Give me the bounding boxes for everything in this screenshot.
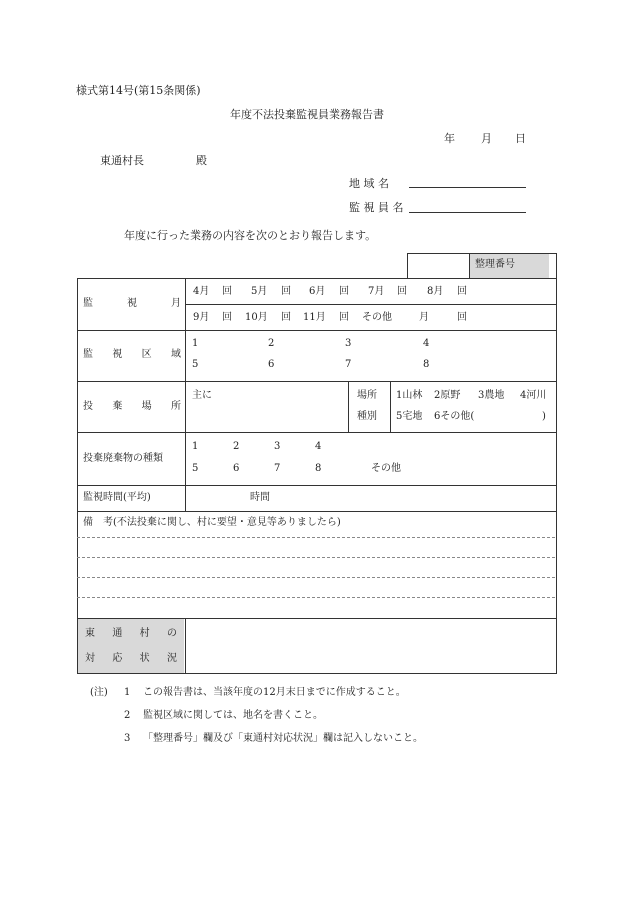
month-label: 監 視 月 (83, 298, 181, 309)
time-unit[interactable]: 時間 (250, 492, 270, 503)
remarks-label: 備 考(不法投棄に関し、村に要望・意見等ありましたら) (83, 517, 341, 528)
village-label-line2: 対 応 状 況 (85, 653, 177, 664)
addressee: 東通村長 (100, 154, 144, 167)
form-number: 様式第14号(第15条関係) (76, 84, 201, 97)
ref-number-label: 整理番号 (475, 259, 515, 270)
date-day[interactable]: 日 (515, 132, 526, 145)
time-label: 監視時間(平均) (83, 492, 151, 503)
note-1-num: 1 (124, 687, 131, 698)
note-3-num: 3 (124, 733, 131, 744)
notes-prefix: (注) (90, 687, 108, 698)
monitor-input-line[interactable] (409, 212, 526, 213)
place-label: 投 棄 場 所 (83, 401, 181, 412)
place-value[interactable]: 主に (192, 390, 212, 401)
monitor-label: 監 視 員 名 (349, 201, 404, 214)
note-2-text: 監視区域に関しては、地名を書くこと。 (143, 710, 323, 721)
document-title: 年度不法投棄監視員業務報告書 (230, 108, 384, 121)
type-label-bottom: 種別 (357, 411, 377, 422)
village-label-line1: 東 通 村 の (85, 628, 177, 639)
honorific: 殿 (196, 154, 207, 167)
report-table: 整理番号 監 視 月 4月 回 5月 回 6月 回 7月 回 8月 回 9月 回 10月 回 11月 回 その他 月 回 監 視 区 域 1 2 3 4 5 6 7 8 投 棄 場 所 主に 場所 種別 1山林 2原野 3農地 4河川 5宅地 6その他( ) 投棄廃棄物の種類 1 2 3 4 5 6 7 8 その他 監視時間(平均) 時間 備 考(不法投棄に関し、村に要望・意見等ありましたら) 東 通 村 の 対 応 状 況 (77, 253, 557, 674)
date-year[interactable]: 年 (444, 132, 455, 145)
waste-label: 投棄廃棄物の種類 (83, 453, 163, 464)
note-2-num: 2 (124, 710, 131, 721)
type-label-top: 場所 (357, 390, 377, 401)
date-month[interactable]: 月 (481, 132, 492, 145)
region-input-line[interactable] (409, 187, 526, 188)
intro-text: 年度に行った業務の内容を次のとおり報告します。 (124, 229, 377, 242)
village-response-area[interactable] (187, 620, 553, 672)
remarks-area[interactable] (79, 535, 553, 615)
area-label: 監 視 区 域 (83, 349, 181, 360)
note-1-text: この報告書は、当該年度の12月末日までに作成すること。 (143, 687, 406, 698)
note-3-text: 「整理番号」欄及び「東通村対応状況」欄は記入しないこと。 (143, 733, 423, 744)
region-label: 地 域 名 (349, 177, 389, 190)
